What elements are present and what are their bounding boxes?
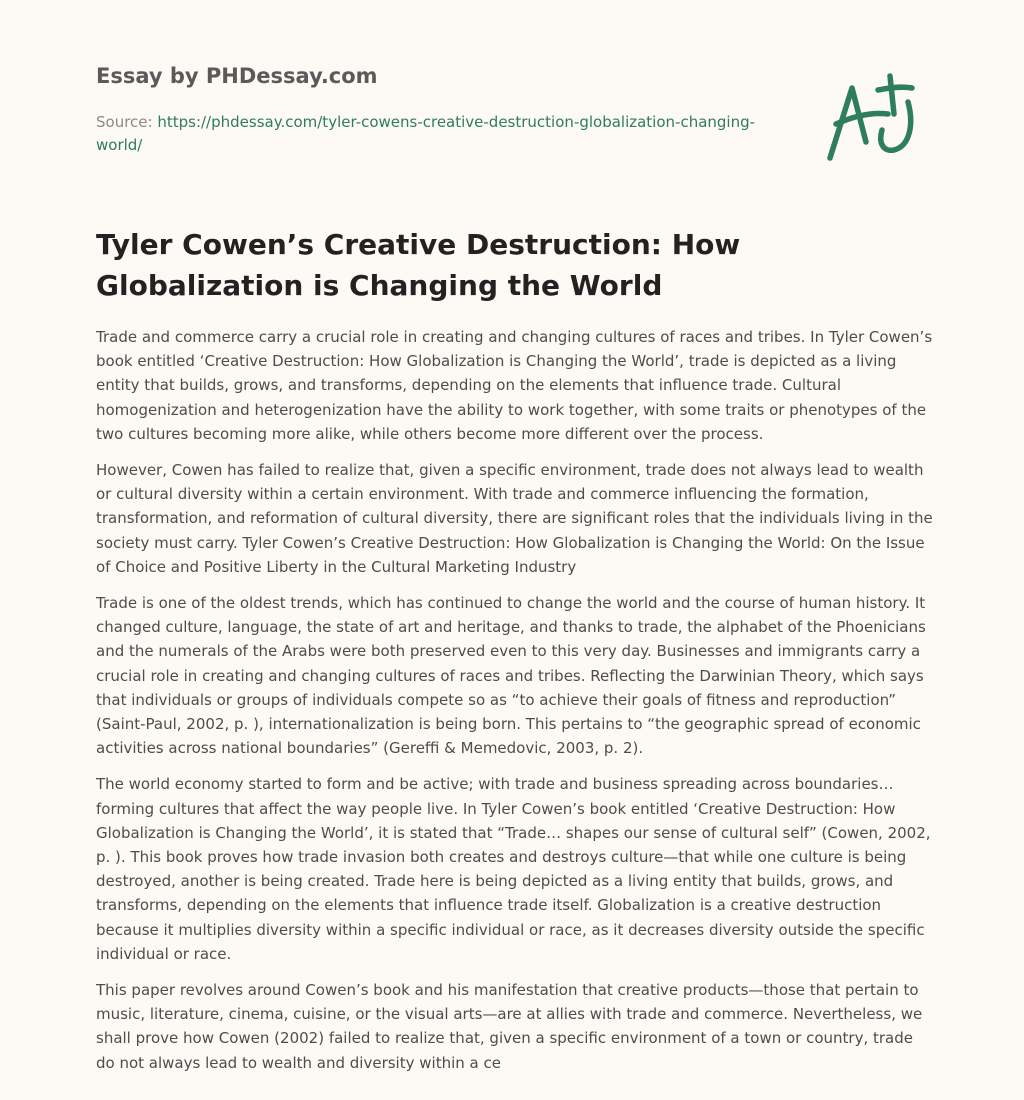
paragraph: Trade and commerce carry a crucial role in creating and changing cultures of races and tribes. In Tyler Cowen’s book entitled ‘Creative Destruction: How Globalization is Changing the World’, trade is depicted as a living entity that builds, grows, and transforms, depending on the elements that influence trade. Cultural homogenization and heterogenization have the ability to work together, with some traits or phenotypes of the two cultures becoming more alike, while others become more different over the process.: [96, 328, 933, 443]
paragraph: The world economy started to form and be active; with trade and business spreading across boundaries… forming cultures that affect the way people live. In Tyler Cowen’s book entitled ‘Creative Destruction: How Globalization is Changing the World’, it is stated that “Trade… shapes our sense of cultural self” (Cowen, 2002, p. ). This book proves how trade invasion both creates and destroys culture—that while one culture is being destroyed, another is being created. Trade here is being depicted as a living entity that builds, grows, and transforms, depending on the elements that influence trade itself. Globalization is a creative destruction because it multiplies diversity within a specific individual or race, as it decreases diversity outside the specific individual or race.: [96, 775, 931, 963]
paragraph: However, Cowen has failed to realize that, given a specific environment, trade does not always lead to wealth or cultural diversity within a certain environment. With trade and commerce influencing the formation, transformation, and reformation of cultural diversity, there are significant roles that the individuals living in the society must carry. Tyler Cowen’s Creative Destruction: How Globalization is Changing the World: On the Issue of Choice and Positive Liberty in the Cultural Marketing Industry: [96, 461, 933, 576]
source-link[interactable]: https://phdessay.com/tyler-cowens-creative-destruction-globalization-changing-world/: [96, 113, 756, 154]
article-title: Tyler Cowen’s Creative Destruction: How Globalization is Changing the World: [96, 228, 741, 302]
site-brand: Essay by PHDessay.com: [96, 64, 378, 88]
paragraph: This paper revolves around Cowen’s book and his manifestation that creative products—those that pertain to music, literature, cinema, cuisine, or the visual arts—are at allies with trade and commerce. Nevertheless, we shall prove how Cowen (2002) failed to realize that, given a specific environment of a town or country, trade do not always lead to wealth and diversity within a ce: [96, 981, 923, 1072]
paragraph: Trade is one of the oldest trends, which has continued to change the world and the course of human history. It changed culture, language, the state of art and heritage, and thanks to trade, the alphabet of the Phoenicians and the numerals of the Arabs were both preserved even to this very day. Businesses and immigrants carry a crucial role in creating and changing cultures of races and tribes. Reflecting the Darwinian Theory, which says that individuals or groups of individuals compete so as “to achieve their goals of fitness and reproduction” (Saint-Paul, 2002, p. ), internationalization is being born. This pertains to “the geographic spread of economic activities across national boundaries” (Gereffi & Memedovic, 2003, p. 2).: [96, 594, 926, 758]
a-plus-logo-icon: [822, 68, 930, 164]
source-label: Source:: [96, 113, 158, 131]
article-body: [96, 325, 934, 1087]
source-line: [96, 111, 776, 157]
